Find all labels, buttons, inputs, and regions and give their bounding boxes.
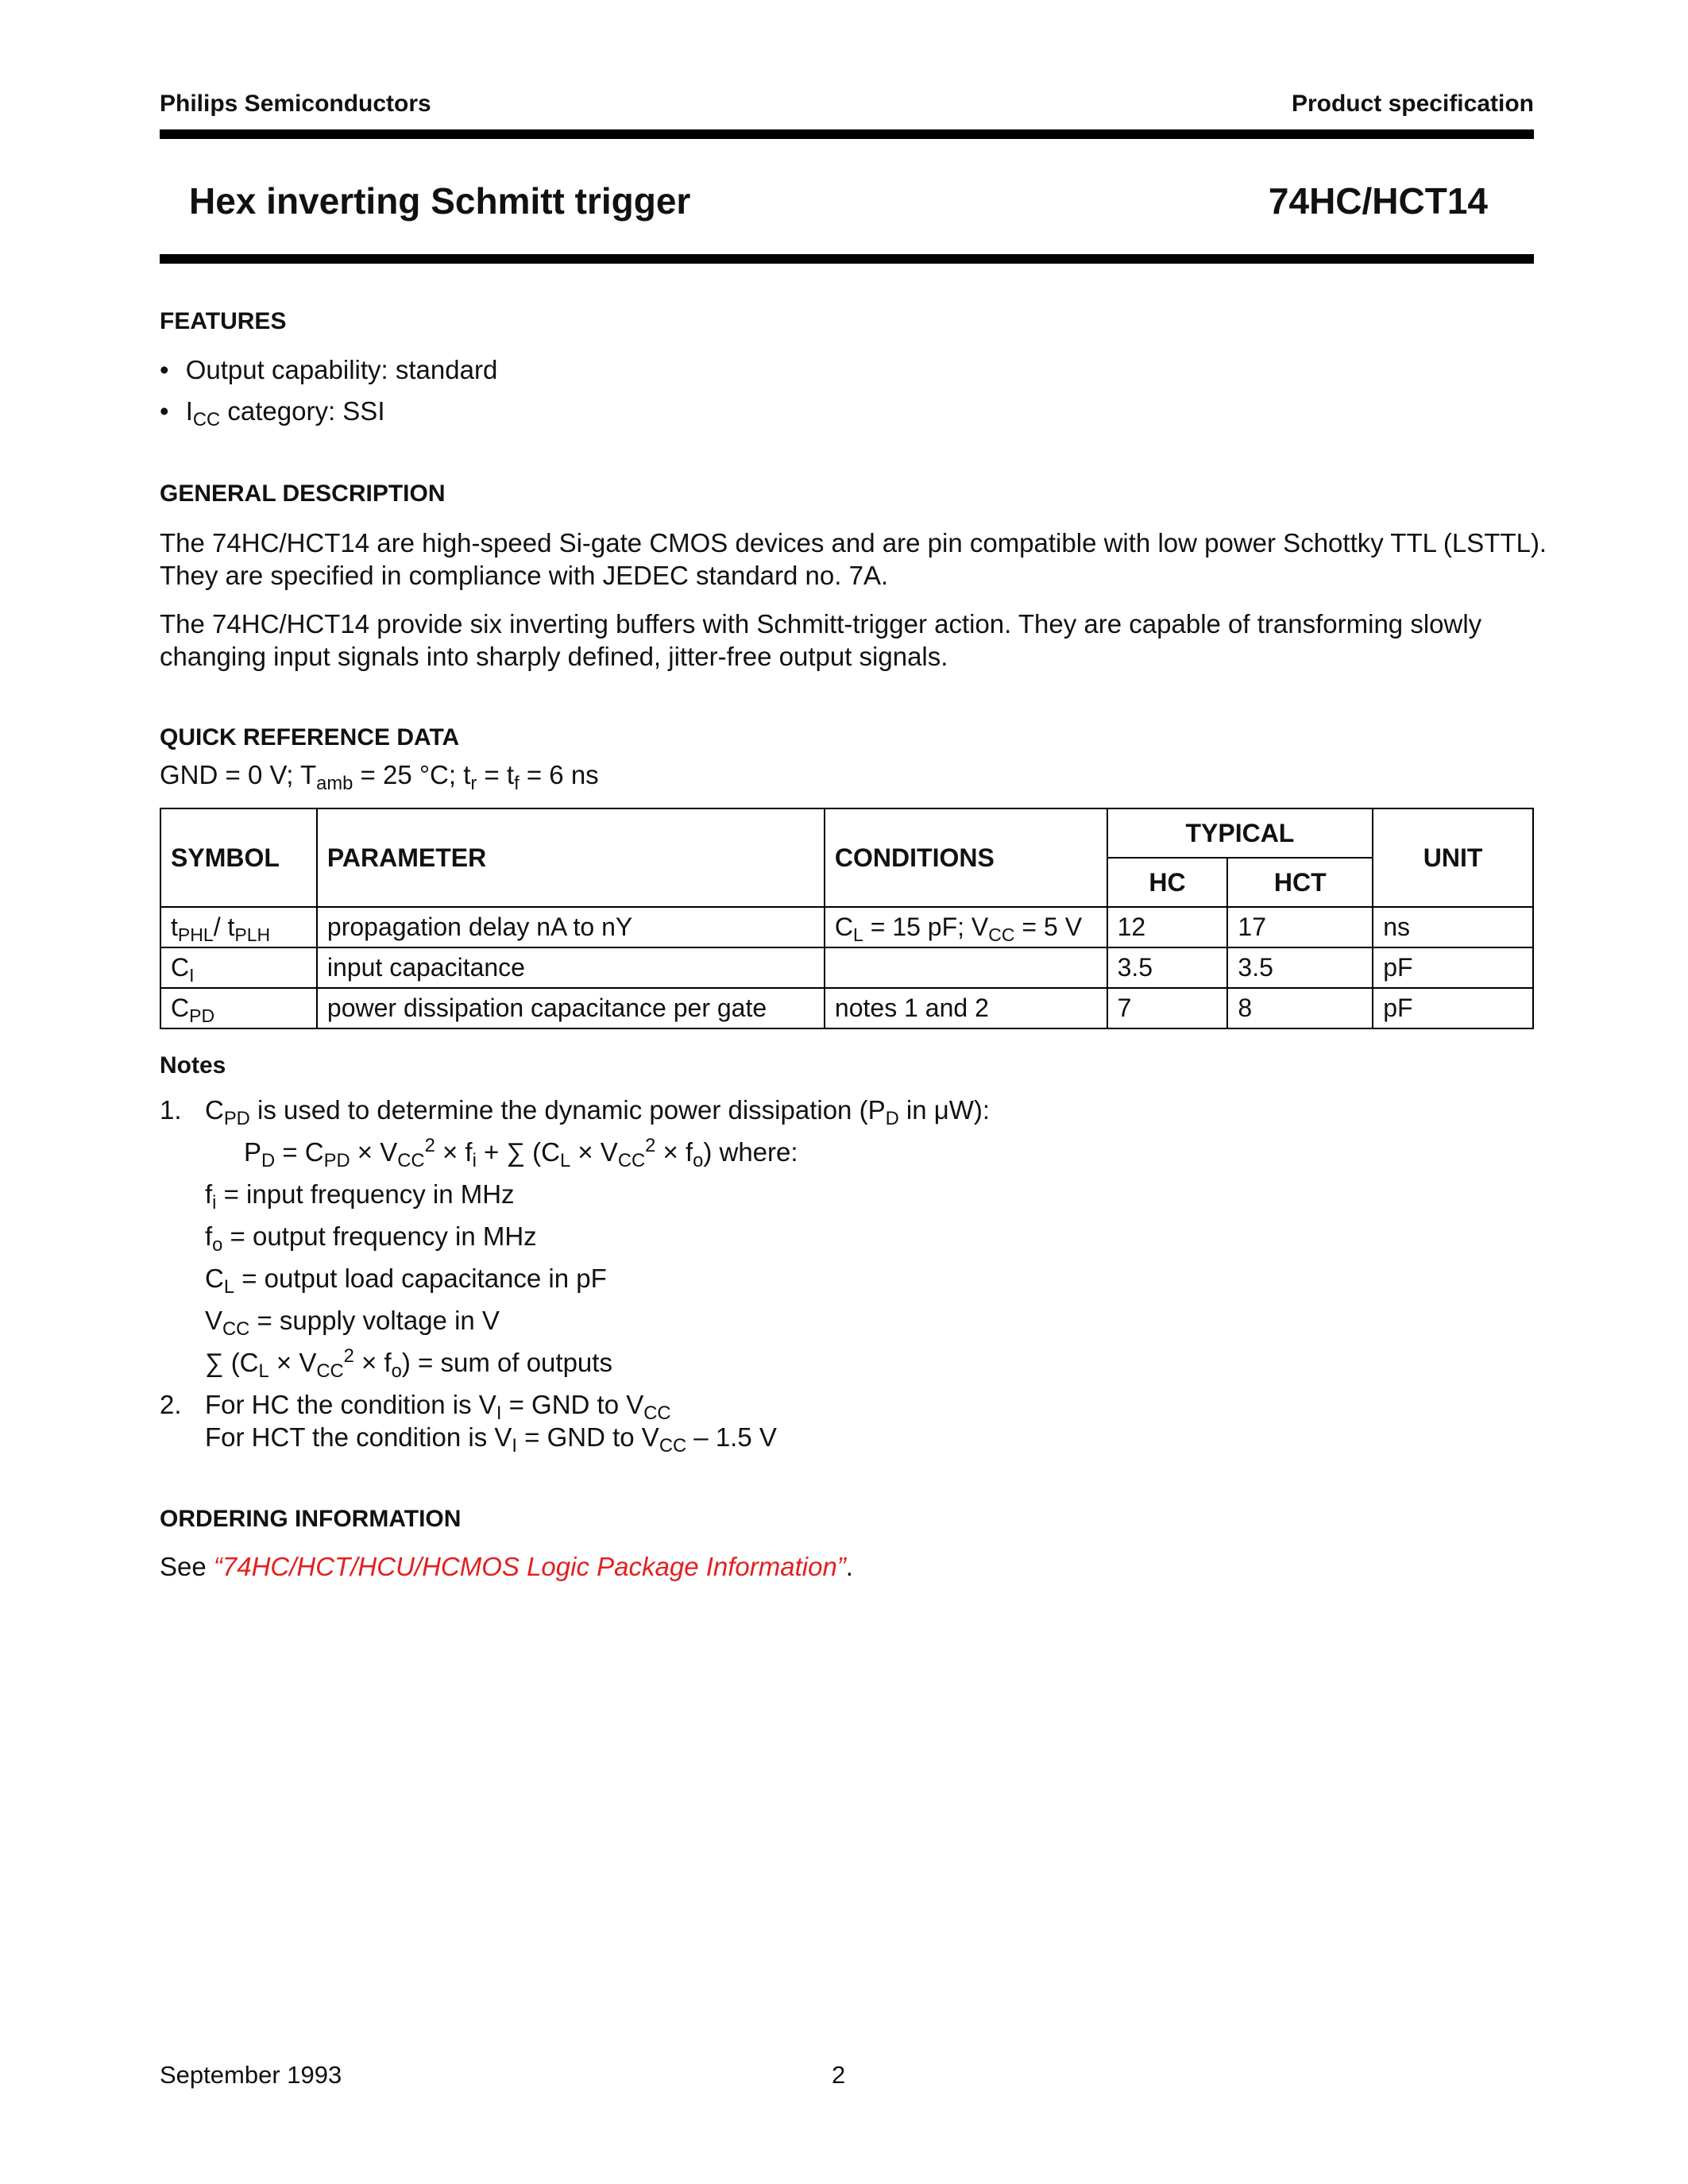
page-title: Hex inverting Schmitt trigger <box>189 180 691 222</box>
footer-date: September 1993 <box>160 2061 342 2089</box>
cell-conditions <box>825 947 1107 988</box>
feature-item: • Output capability: standard <box>160 355 498 384</box>
note-1-fi: $f_i$ = input frequency in MHz <box>205 1179 515 1214</box>
note-2-line-2: For HCT the condition is $V_I$ = GND to $V_{CC} - 1.5$ V <box>205 1422 777 1457</box>
cell-hc: 7 <box>1107 988 1228 1028</box>
header-symbol: SYMBOL <box>160 808 317 907</box>
part-number: 74HC/HCT14 <box>1268 180 1488 222</box>
header-rule <box>160 129 1534 139</box>
note-1-fo: $f_o$ = output frequency in MHz <box>205 1221 537 1256</box>
header-conditions: CONDITIONS <box>825 808 1107 907</box>
header-typical: TYPICAL <box>1107 808 1373 858</box>
note-1-text: $C_{PD}$ is used to determine the dynamic power dissipation ($P_D$ in μW): <box>205 1095 991 1130</box>
bullet-icon: • <box>160 355 169 384</box>
note-1-vcc: $V_{CC}$ = supply voltage in V <box>205 1306 500 1341</box>
cell-parameter: propagation delay nA to nY <box>317 907 825 947</box>
note-1-sum: ∑ $(C_L \times V_{CC}^2 \times f_o)$ = sum of outputs <box>205 1345 612 1383</box>
table-row <box>160 988 1533 1028</box>
general-paragraph-2-line-2: changing input signals into sharply defined, jitter-free output signals. <box>160 642 948 671</box>
header-hct: HCT <box>1227 858 1373 907</box>
company-name: Philips Semiconductors <box>160 91 431 117</box>
cell-conditions: notes 1 and 2 <box>825 988 1107 1028</box>
cell-symbol: $t_{PHL}/$ $t_{PLH}$ <box>160 907 317 947</box>
cell-hct: 17 <box>1227 907 1373 947</box>
cell-hc: 12 <box>1107 907 1228 947</box>
cell-symbol: $C_I$ <box>160 947 317 988</box>
note-1-cl: $C_L$ = output load capacitance in pF <box>205 1264 607 1298</box>
features-heading: FEATURES <box>160 308 287 334</box>
cell-unit: ns <box>1373 907 1533 947</box>
header-unit: UNIT <box>1373 808 1533 907</box>
title-rule <box>160 254 1534 264</box>
note-2-line-1: For HC the condition is $V_I$ = GND to $V_{CC}$ <box>205 1390 671 1425</box>
cell-parameter: input capacitance <box>317 947 825 988</box>
table-row <box>160 907 1533 947</box>
cell-hct: 3.5 <box>1227 947 1373 988</box>
general-paragraph-2-line-1: The 74HC/HCT14 provide six inverting buffers with Schmitt-trigger action. They are capable of transforming slowly <box>160 609 1482 639</box>
cell-parameter: power dissipation capacitance per gate <box>317 988 825 1028</box>
general-paragraph-1-line-1: The 74HC/HCT14 are high-speed Si-gate CMOS devices and are pin compatible with low power Schottky TTL (LSTTL). <box>160 528 1547 558</box>
page-number: 2 <box>832 2061 846 2089</box>
table-row <box>160 947 1533 988</box>
ordering-text: See “74HC/HCT/HCU/HCMOS Logic Package Information”. <box>160 1552 853 1581</box>
note-1-equation: $P_D = C_{PD} \times V_{CC}^2 \times f_i$ + ∑ $(C_L \times V_{CC}^2 \times f_o)$ where: <box>244 1135 798 1172</box>
notes-heading: Notes <box>160 1052 226 1078</box>
note-1-number: 1. <box>160 1095 182 1125</box>
header-parameter: PARAMETER <box>317 808 825 907</box>
cell-symbol: $C_{PD}$ <box>160 988 317 1028</box>
quick-reference-conditions: GND = 0 V; $T_{amb} = 25$ °C; $t_r = t_f = 6$ ns <box>160 760 599 795</box>
ordering-heading: ORDERING INFORMATION <box>160 1506 462 1532</box>
doc-type: Product specification <box>1291 91 1534 117</box>
cell-hct: 8 <box>1227 988 1373 1028</box>
feature-item: • $I_{CC}$ category: SSI <box>160 396 385 431</box>
general-description-heading: GENERAL DESCRIPTION <box>160 480 446 507</box>
package-info-link[interactable]: “74HC/HCT/HCU/HCMOS Logic Package Information” <box>213 1552 846 1581</box>
bullet-icon: • <box>160 396 169 426</box>
cell-unit: pF <box>1373 947 1533 988</box>
cell-unit: pF <box>1373 988 1533 1028</box>
note-2-number: 2. <box>160 1390 182 1419</box>
quick-reference-table <box>160 808 1534 1029</box>
quick-reference-heading: QUICK REFERENCE DATA <box>160 724 460 751</box>
header-hc: HC <box>1107 858 1228 907</box>
general-paragraph-1-line-2: They are specified in compliance with JEDEC standard no. 7A. <box>160 561 889 590</box>
cell-conditions: $C_L = 15$ pF; $V_{CC} = 5$ V <box>825 907 1107 947</box>
cell-hc: 3.5 <box>1107 947 1228 988</box>
